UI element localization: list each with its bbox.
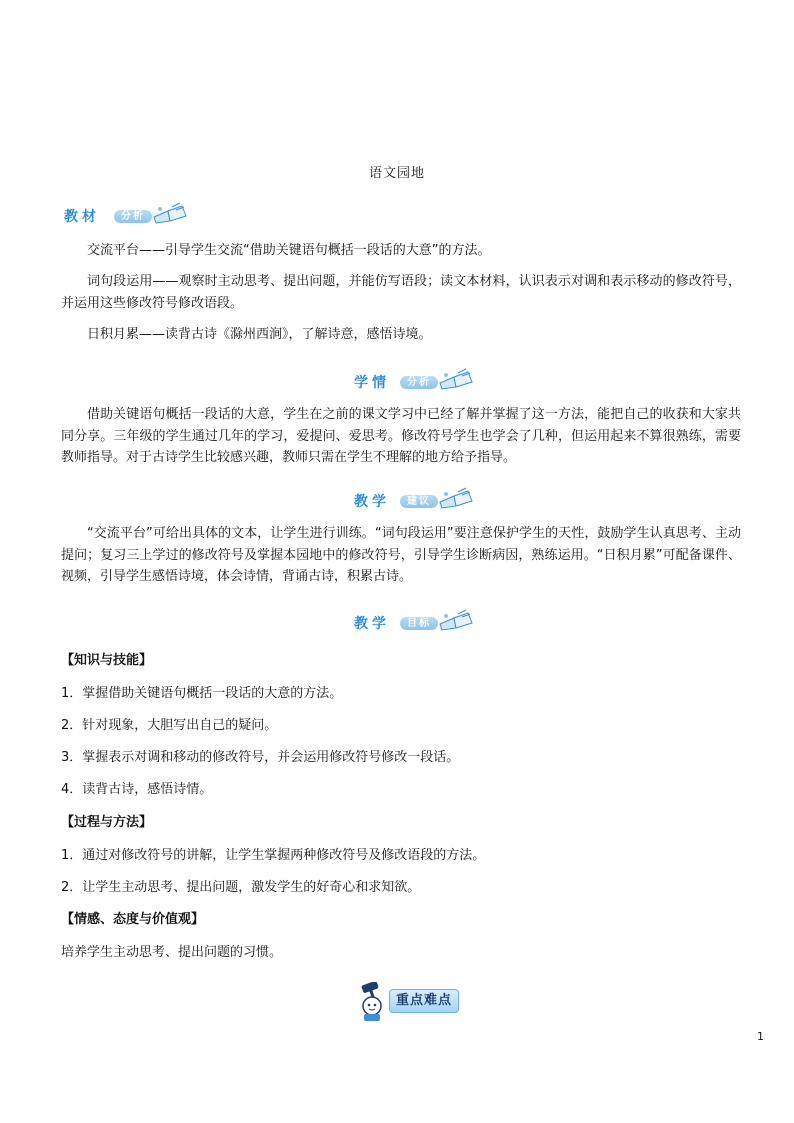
subheading-emotion-attitude: 【情感、态度与价值观】	[61, 912, 205, 927]
open-book-icon	[436, 486, 476, 510]
section-banner-teaching-goals	[354, 610, 478, 636]
paragraph: 日积月累——读背古诗《滁州西涧》，了解诗意，感悟诗境。	[87, 327, 432, 342]
banner-main-text: 学情	[354, 375, 390, 391]
section-banner-student-analysis	[354, 369, 478, 395]
paragraph: “交流平台”可给出具体的文本，让学生进行训练。“词句段运用”要注意保护学生的天性，鼓励学生认真思考、主动提问；复习三上学过的修改符号及掌握本园地中的修改符号，引导学生诊断病因，熟练运用。“日积月累”可配备课件、视频，引导学生感悟诗境，体会诗情，背诵古诗，积累古诗。	[61, 526, 741, 584]
banner-main-text: 教材	[64, 209, 100, 225]
list-item: 1．通过对修改符号的讲解，让学生掌握两种修改符号及修改语段的方法。	[61, 848, 486, 863]
open-book-icon	[436, 367, 476, 391]
key-points-label: 重点难点	[389, 989, 459, 1013]
page-number: 1	[757, 1030, 764, 1043]
open-book-icon	[150, 201, 190, 225]
banner-tag: 建议	[400, 495, 438, 508]
paragraph: 词句段运用——观察时主动思考、提出问题，并能仿写语段；读文本材料，认识表示对调和表示移动的修改符号，并运用这些修改符号修改语段。	[61, 274, 741, 311]
list-item: 3．掌握表示对调和移动的修改符号，并会运用修改符号修改一段话。	[61, 750, 460, 765]
subheading-process-method: 【过程与方法】	[61, 815, 153, 830]
section-banner-textbook-analysis	[64, 203, 188, 229]
list-item: 2．针对现象，大胆写出自己的疑问。	[61, 718, 278, 733]
list-item: 1．掌握借助关键语句概括一段话的大意的方法。	[61, 686, 343, 701]
list-item: 2．让学生主动思考、提出问题，激发学生的好奇心和求知欲。	[61, 880, 421, 895]
section-banner-teaching-suggestions	[354, 488, 478, 514]
open-book-icon	[436, 608, 476, 632]
page-title: 语文园地	[368, 166, 425, 181]
paragraph: 借助关键语句概括一段话的大意，学生在之前的课文学习中已经了解并掌握了这一方法，能把自己的收获和大家共同分享。三年级的学生通过几年的学习，爱提问、爱思考。修改符号学生也学会了几种，但运用起来不算很熟练，需要教师指导。对于古诗学生比较感兴趣，教师只需在学生不理解的地方给予指导。	[61, 407, 741, 465]
list-item: 4．读背古诗，感悟诗情。	[61, 782, 213, 797]
banner-tag: 分析	[400, 376, 438, 389]
banner-main-text: 教学	[354, 494, 390, 510]
key-points-banner	[352, 982, 464, 1022]
banner-tag: 分析	[114, 210, 152, 223]
paragraph: 交流平台——引导学生交流“借助关键语句概括一段话的大意”的方法。	[87, 243, 491, 258]
banner-main-text: 教学	[354, 616, 390, 632]
paragraph: 培养学生主动思考、提出问题的习惯。	[61, 945, 283, 960]
subheading-knowledge-skills: 【知识与技能】	[61, 653, 153, 668]
banner-tag: 目标	[400, 617, 438, 630]
